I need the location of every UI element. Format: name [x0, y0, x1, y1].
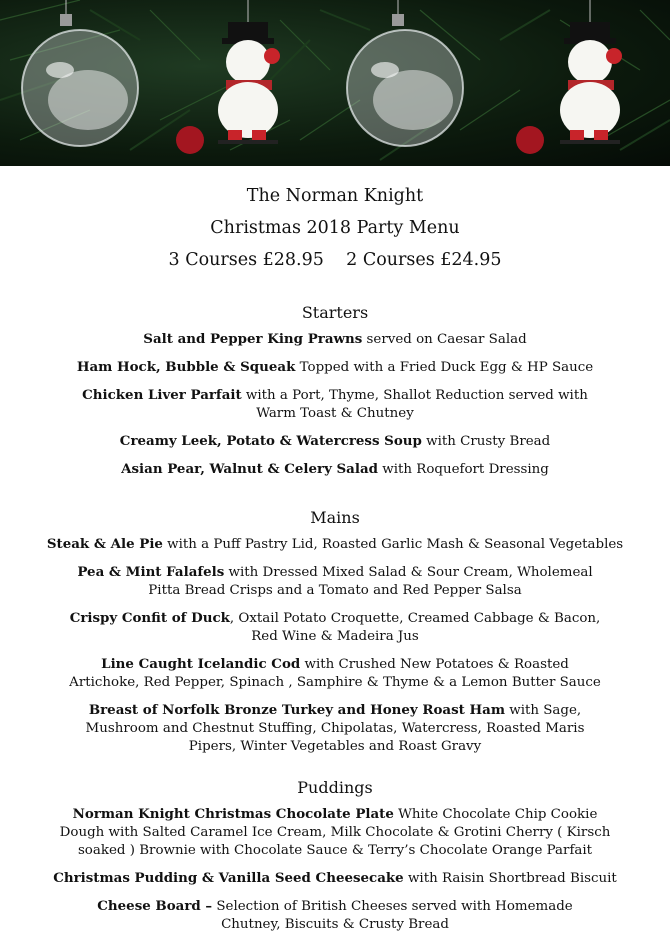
- menu-item: [35, 330, 635, 349]
- dish-name: Cheese Board –: [97, 898, 213, 914]
- restaurant-name: The Norman Knight: [246, 186, 424, 206]
- dish-name: Christmas Pudding & Vanilla Seed Cheesecake: [53, 870, 404, 886]
- menu-item: [70, 563, 600, 600]
- dish-description: with a Port, Thyme, Shallot Reduction served with Warm Toast & Chutney: [241, 388, 588, 421]
- dish-name: Steak & Ale Pie: [46, 536, 163, 552]
- menu-item: [35, 358, 635, 377]
- dish-description: Topped with a Fried Duck Egg & HP Sauce: [295, 360, 594, 375]
- dish-description: with Raisin Shortbread Biscuit: [403, 871, 617, 886]
- dish-description: served on Caesar Salad: [362, 332, 527, 347]
- christmas-banner-image: [0, 0, 670, 166]
- dish-description: with Roquefort Dressing: [377, 462, 549, 477]
- dish-name: Chicken Liver Parfait: [82, 387, 242, 403]
- menu-prices: 3 Courses £28.95 2 Courses £24.95: [168, 250, 502, 270]
- menu-item: [55, 805, 615, 860]
- menu-item: [35, 460, 635, 479]
- dish-name: Ham Hock, Bubble & Squeak: [76, 359, 296, 375]
- dish-description: White Chocolate Chip Cookie Dough with Salted Caramel Ice Cream, Milk Chocolate & Grotini Cherry ( Kirsch soaked ) Brownie with Chocolate Sauce & Terry’s Chocolate Orange Parfait: [59, 807, 611, 858]
- dish-description: Selection of British Cheeses served with Homemade Chutney, Biscuits & Crusty Bread: [212, 899, 573, 932]
- menu-item: [65, 701, 605, 756]
- menu-item: [75, 897, 595, 934]
- dish-description: with a Puff Pastry Lid, Roasted Garlic Mash & Seasonal Vegetables: [162, 537, 624, 552]
- dish-name: Creamy Leek, Potato & Watercress Soup: [119, 433, 422, 449]
- snowman-icon: [218, 0, 280, 144]
- dish-name: Breast of Norfolk Bronze Turkey and Honey Roast Ham: [88, 702, 505, 718]
- dish-description: , Oxtail Potato Croquette, Creamed Cabbage & Bacon, Red Wine & Madeira Jus: [229, 611, 601, 644]
- dish-name: Crispy Confit of Duck: [69, 610, 230, 626]
- dish-description: with Dressed Mixed Salad & Sour Cream, Wholemeal Pitta Bread Crisps and a Tomato and Red Pepper Salsa: [148, 565, 593, 598]
- puddings-list: [0, 805, 670, 934]
- ornament-icon: [347, 0, 463, 146]
- starters-heading: Starters: [301, 303, 369, 322]
- menu-item: [25, 869, 645, 888]
- starters-list: [0, 330, 670, 479]
- dish-description: with Crushed New Potatoes & Roasted Artichoke, Red Pepper, Spinach , Samphire & Thyme & a Lemon Butter Sauce: [69, 657, 601, 690]
- menu-item: [75, 386, 595, 423]
- mains-heading: Mains: [310, 508, 360, 527]
- menu-item: [15, 535, 655, 554]
- banner-illustration: [0, 0, 670, 166]
- menu-item: [65, 609, 605, 646]
- dish-description: with Crusty Bread: [421, 434, 551, 449]
- dish-name: Norman Knight Christmas Chocolate Plate: [72, 806, 394, 822]
- menu-content: [0, 166, 670, 934]
- dish-name: Pea & Mint Falafels: [77, 564, 225, 580]
- dish-name: Salt and Pepper King Prawns: [143, 331, 363, 347]
- mains-list: [0, 535, 670, 756]
- dish-name: Line Caught Icelandic Cod: [101, 656, 301, 672]
- snowman-icon: [560, 0, 622, 144]
- puddings-heading: Puddings: [297, 778, 373, 797]
- dish-description: with Sage, Mushroom and Chestnut Stuffing, Chipolatas, Watercress, Roasted Maris Pipers, Winter Vegetables and Roast Gravy: [85, 703, 585, 754]
- menu-header: [0, 180, 670, 276]
- menu-title: Christmas 2018 Party Menu: [210, 218, 460, 238]
- dish-name: Asian Pear, Walnut & Celery Salad: [121, 461, 378, 477]
- menu-item: [65, 655, 605, 692]
- ornament-icon: [22, 0, 138, 146]
- menu-item: [35, 432, 635, 451]
